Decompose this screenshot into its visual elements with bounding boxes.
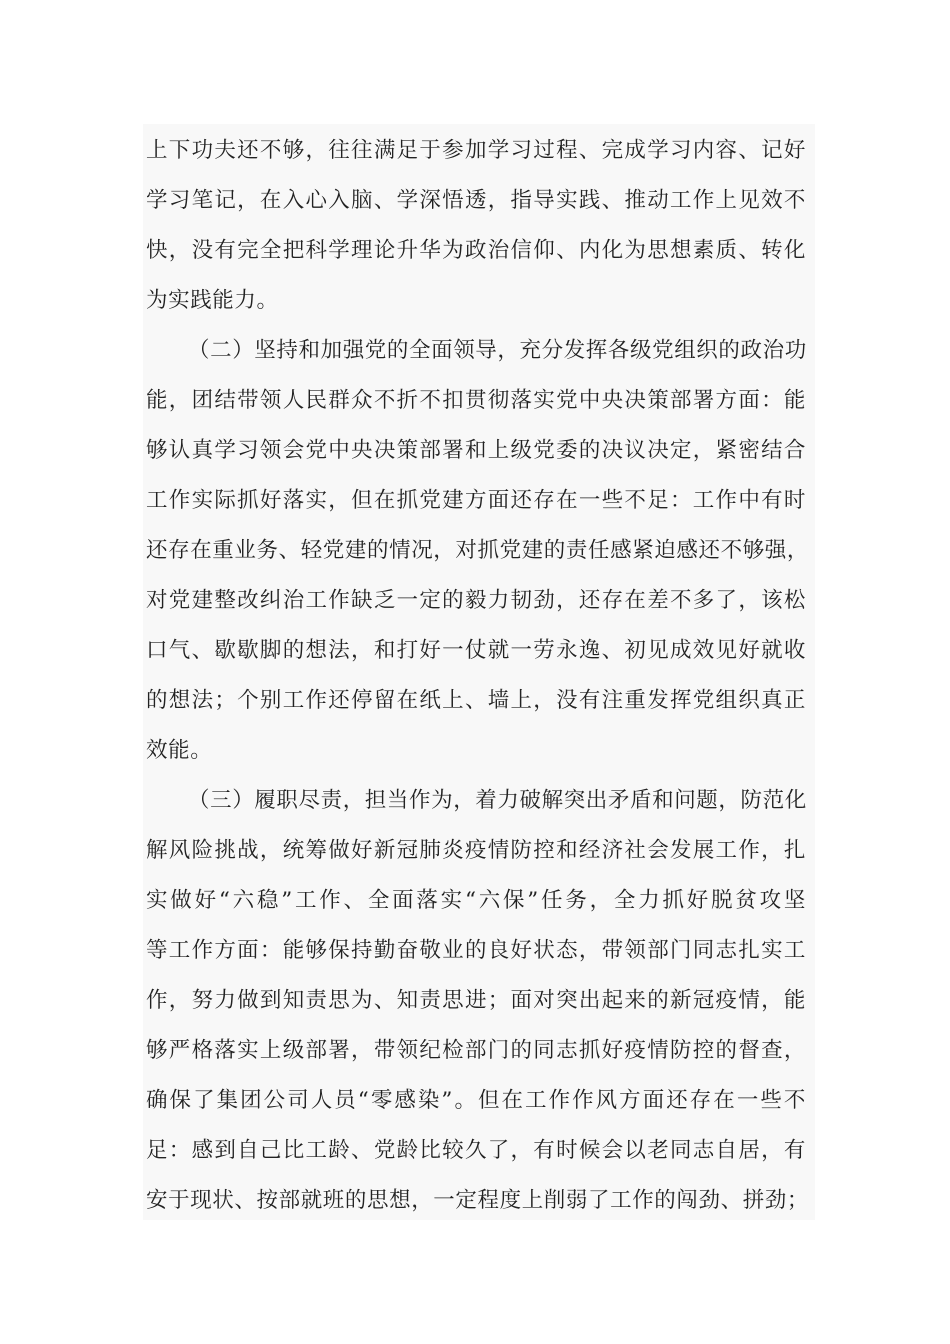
text-line: 够认真学习领会党中央决策部署和上级党委的决议决定，紧密结合 [146, 438, 806, 463]
text-line: 口气、歇歇脚的想法，和打好一仗就一劳永逸、初见成效见好就收 [146, 638, 806, 663]
text-line: 效能。 [146, 738, 213, 763]
paragraph-heading-3: （三）履职尽责，担当作为，着力破解突出矛盾和问题，防范化 [188, 788, 807, 813]
text-line: 等工作方面：能够保持勤奋敬业的良好状态，带领部门同志扎实工 [146, 938, 806, 963]
text-line: 工作实际抓好落实，但在抓党建方面还存在一些不足：工作中有时 [146, 488, 806, 513]
text-line: 为实践能力。 [146, 288, 279, 313]
text-line: 能，团结带领人民群众不折不扣贯彻落实党中央决策部署方面：能 [146, 388, 806, 413]
text-line: 作，努力做到知责思为、知责思进；面对突出起来的新冠疫情，能 [146, 988, 806, 1013]
text-line: 足：感到自己比工龄、党龄比较久了，有时候会以老同志自居，有 [146, 1138, 806, 1163]
text-line: 上下功夫还不够，往往满足于参加学习过程、完成学习内容、记好 [146, 138, 806, 163]
text-line: 安于现状、按部就班的思想，一定程度上削弱了工作的闯劲、拼劲； [146, 1188, 810, 1213]
text-line: 确保了集团公司人员“零感染”。但在工作作风方面还存在一些不 [146, 1088, 806, 1113]
text-line: 还存在重业务、轻党建的情况，对抓党建的责任感紧迫感还不够强， [146, 538, 810, 563]
text-line: 解风险挑战，统筹做好新冠肺炎疫情防控和经济社会发展工作，扎 [146, 838, 806, 863]
text-line: 对党建整改纠治工作缺乏一定的毅力韧劲，还存在差不多了，该松 [146, 588, 806, 613]
paragraph-heading-2: （二）坚持和加强党的全面领导，充分发挥各级党组织的政治功 [188, 338, 807, 363]
text-line: 实做好“六稳”工作、全面落实“六保”任务，全力抓好脱贫攻坚 [146, 888, 806, 913]
text-line: 够严格落实上级部署，带领纪检部门的同志抓好疫情防控的督查， [146, 1038, 806, 1063]
text-line: 学习笔记，在入心入脑、学深悟透，指导实践、推动工作上见效不 [146, 188, 806, 213]
text-line: 快，没有完全把科学理论升华为政治信仰、内化为思想素质、转化 [146, 238, 806, 263]
text-line: 的想法；个别工作还停留在纸上、墙上，没有注重发挥党组织真正 [146, 688, 806, 713]
